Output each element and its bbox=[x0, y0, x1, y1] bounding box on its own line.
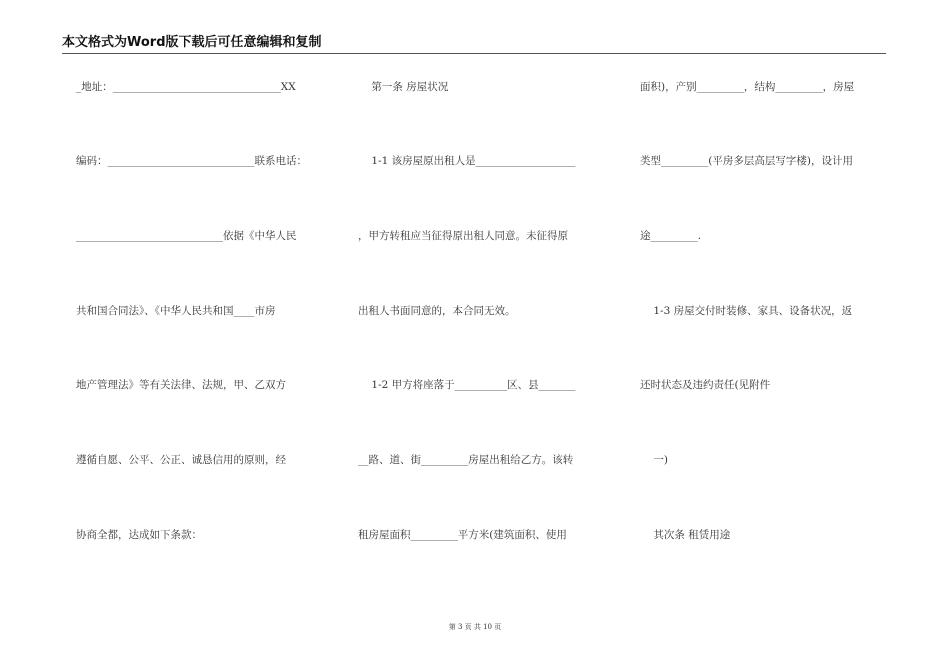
col2-line-4: 出租人书面同意的，本合同无效。 bbox=[358, 305, 516, 317]
header-title: 本文格式为Word版下载后可任意编辑和复制 bbox=[62, 35, 322, 50]
col1-line-7: 协商全都，达成如下条款： bbox=[76, 529, 202, 541]
col3-line-5: 还时状态及违约责任(见附件 bbox=[640, 379, 771, 391]
col1-line-4: 共和国合同法》、《中华人民共和国____市房 bbox=[76, 305, 276, 317]
col3-line-6: 一) bbox=[640, 454, 668, 466]
col3-line-3: 途_________. bbox=[640, 230, 702, 242]
page-number: 第 3 页 共 10 页 bbox=[448, 623, 502, 631]
page-footer bbox=[0, 623, 950, 632]
col1-line-1: _地址：________________________________XX bbox=[76, 81, 296, 93]
col1-line-2: 编码：____________________________联系电话： bbox=[76, 155, 307, 167]
document-header bbox=[62, 36, 886, 54]
col2-line-2: 1-1 该房屋原出租人是___________________ bbox=[358, 155, 576, 167]
col1-line-3: ____________________________依据《中华人民 bbox=[76, 230, 297, 242]
col2-line-1: 第一条 房屋状况 bbox=[358, 81, 449, 93]
col3-line-4: 1-3 房屋交付时装修、家具、设备状况，返 bbox=[640, 305, 853, 317]
col2-line-3: ，甲方转租应当征得原出租人同意。未征得原 bbox=[358, 230, 568, 242]
col3-line-1: 面积)，产别_________，结构_________，房屋 bbox=[640, 81, 855, 93]
col2-line-6: __路、道、街_________房屋出租给乙方。该转 bbox=[358, 454, 574, 466]
col2-line-7: 租房屋面积_________平方米(建筑面积、使用 bbox=[358, 529, 567, 541]
col2-line-5: 1-2 甲方将座落于__________区、县_______ bbox=[358, 379, 576, 391]
col3-line-7: 其次条 租赁用途 bbox=[640, 529, 731, 541]
col1-line-5: 地产管理法》等有关法律、法规，甲、乙双方 bbox=[76, 379, 286, 391]
col3-line-2: 类型_________(平房多层高层写字楼)，设计用 bbox=[640, 155, 853, 167]
col1-line-6: 遵循自愿、公平、公正、诚恳信用的原则，经 bbox=[76, 454, 286, 466]
